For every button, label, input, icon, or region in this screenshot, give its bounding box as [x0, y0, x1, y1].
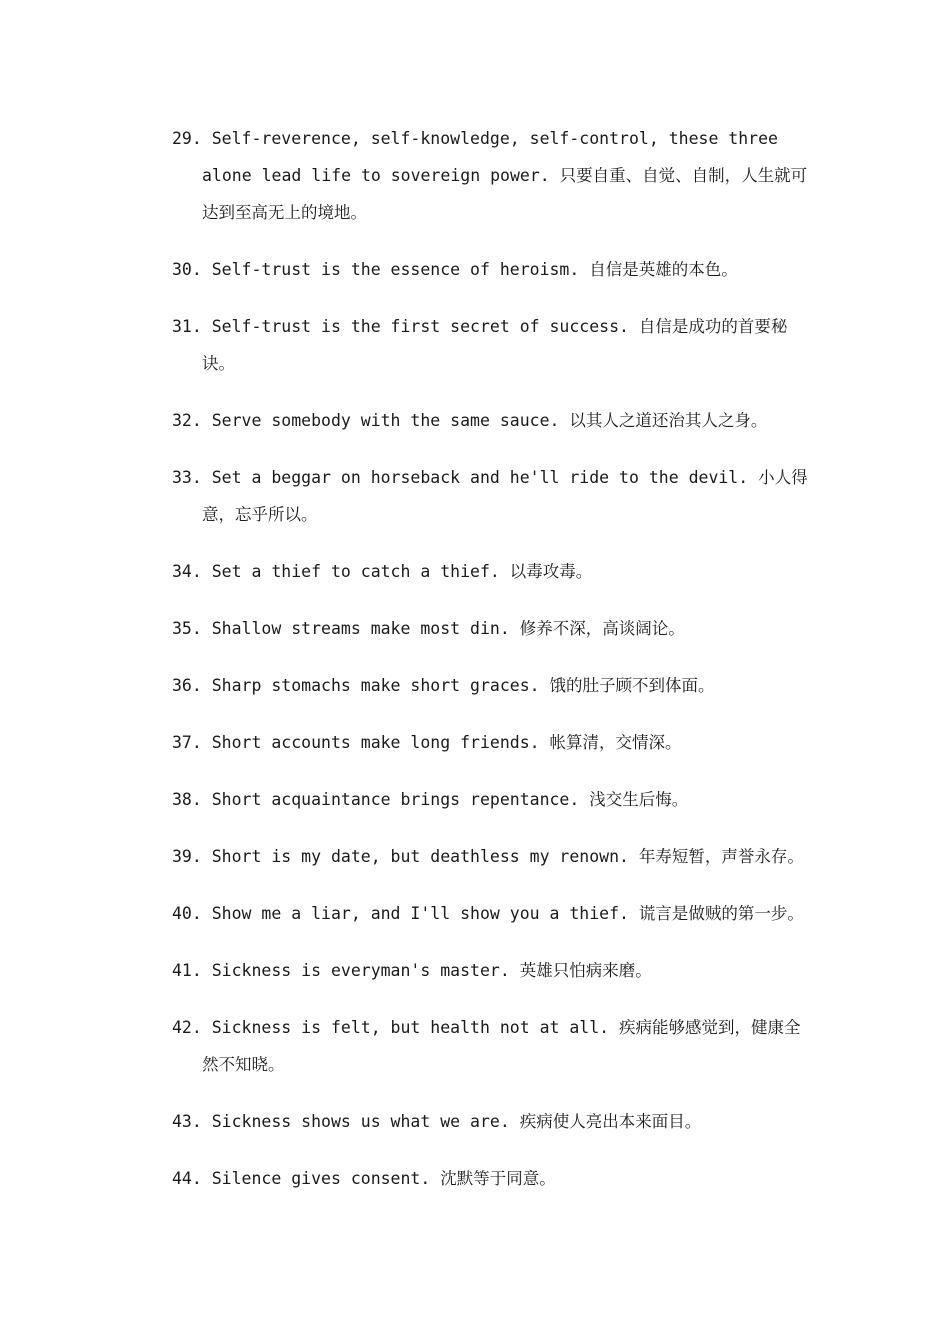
item-number: 38.	[172, 790, 202, 809]
item-number: 31.	[172, 317, 202, 336]
list-item	[172, 838, 812, 875]
item-text: Sharp stomachs make short graces. 饿的肚子顾不到体面。	[211, 676, 715, 695]
item-text: Set a thief to catch a thief. 以毒攻毒。	[211, 562, 593, 581]
list-item	[172, 1103, 812, 1140]
item-number: 35.	[172, 619, 202, 638]
item-number: 41.	[172, 961, 202, 980]
item-number: 33.	[172, 468, 202, 487]
item-text: Self-trust is the first secret of success. 自信是成功的首要秘诀。	[202, 317, 788, 373]
list-item	[172, 952, 812, 989]
item-number: 36.	[172, 676, 202, 695]
item-number: 42.	[172, 1018, 202, 1037]
list-item	[172, 724, 812, 761]
list-item	[172, 610, 812, 647]
proverb-list	[172, 120, 812, 1217]
list-item	[172, 553, 812, 590]
item-text: Short acquaintance brings repentance. 浅交生后悔。	[211, 790, 689, 809]
list-item	[172, 308, 812, 382]
list-item	[172, 459, 812, 533]
item-text: Shallow streams make most din. 修养不深，高谈阔论。	[211, 619, 685, 638]
list-item	[172, 120, 812, 231]
item-number: 37.	[172, 733, 202, 752]
list-item	[172, 1160, 812, 1197]
item-number: 40.	[172, 904, 202, 923]
item-text: Short accounts make long friends. 帐算清，交情深。	[211, 733, 682, 752]
item-text: Silence gives consent. 沈默等于同意。	[211, 1169, 556, 1188]
item-number: 39.	[172, 847, 202, 866]
item-text: Short is my date, but deathless my renown. 年寿短暂，声誉永存。	[211, 847, 804, 866]
list-item	[172, 667, 812, 704]
item-text: Set a beggar on horseback and he'll ride to the devil. 小人得意，忘乎所以。	[202, 468, 808, 524]
item-number: 32.	[172, 411, 202, 430]
item-number: 34.	[172, 562, 202, 581]
list-item	[172, 781, 812, 818]
item-number: 29.	[172, 129, 202, 148]
item-text: Self-trust is the essence of heroism. 自信是英雄的本色。	[211, 260, 738, 279]
item-number: 43.	[172, 1112, 202, 1131]
item-text: Sickness is felt, but health not at all. 疾病能够感觉到，健康全然不知晓。	[202, 1018, 801, 1074]
list-item	[172, 1009, 812, 1083]
list-item	[172, 402, 812, 439]
item-number: 30.	[172, 260, 202, 279]
item-text: Sickness shows us what we are. 疾病使人亮出本来面目。	[211, 1112, 702, 1131]
item-number: 44.	[172, 1169, 202, 1188]
item-text: Show me a liar, and I'll show you a thief. 谎言是做贼的第一步。	[211, 904, 804, 923]
list-item	[172, 895, 812, 932]
list-item	[172, 251, 812, 288]
item-text: Serve somebody with the same sauce. 以其人之道还治其人之身。	[211, 411, 768, 430]
item-text: Sickness is everyman's master. 英雄只怕病来磨。	[211, 961, 652, 980]
item-text: Self-reverence, self-knowledge, self-control, these three alone lead life to sovereign power. 只要自重、自觉、自制，人生就可达到至高无上的境地。	[202, 129, 808, 222]
